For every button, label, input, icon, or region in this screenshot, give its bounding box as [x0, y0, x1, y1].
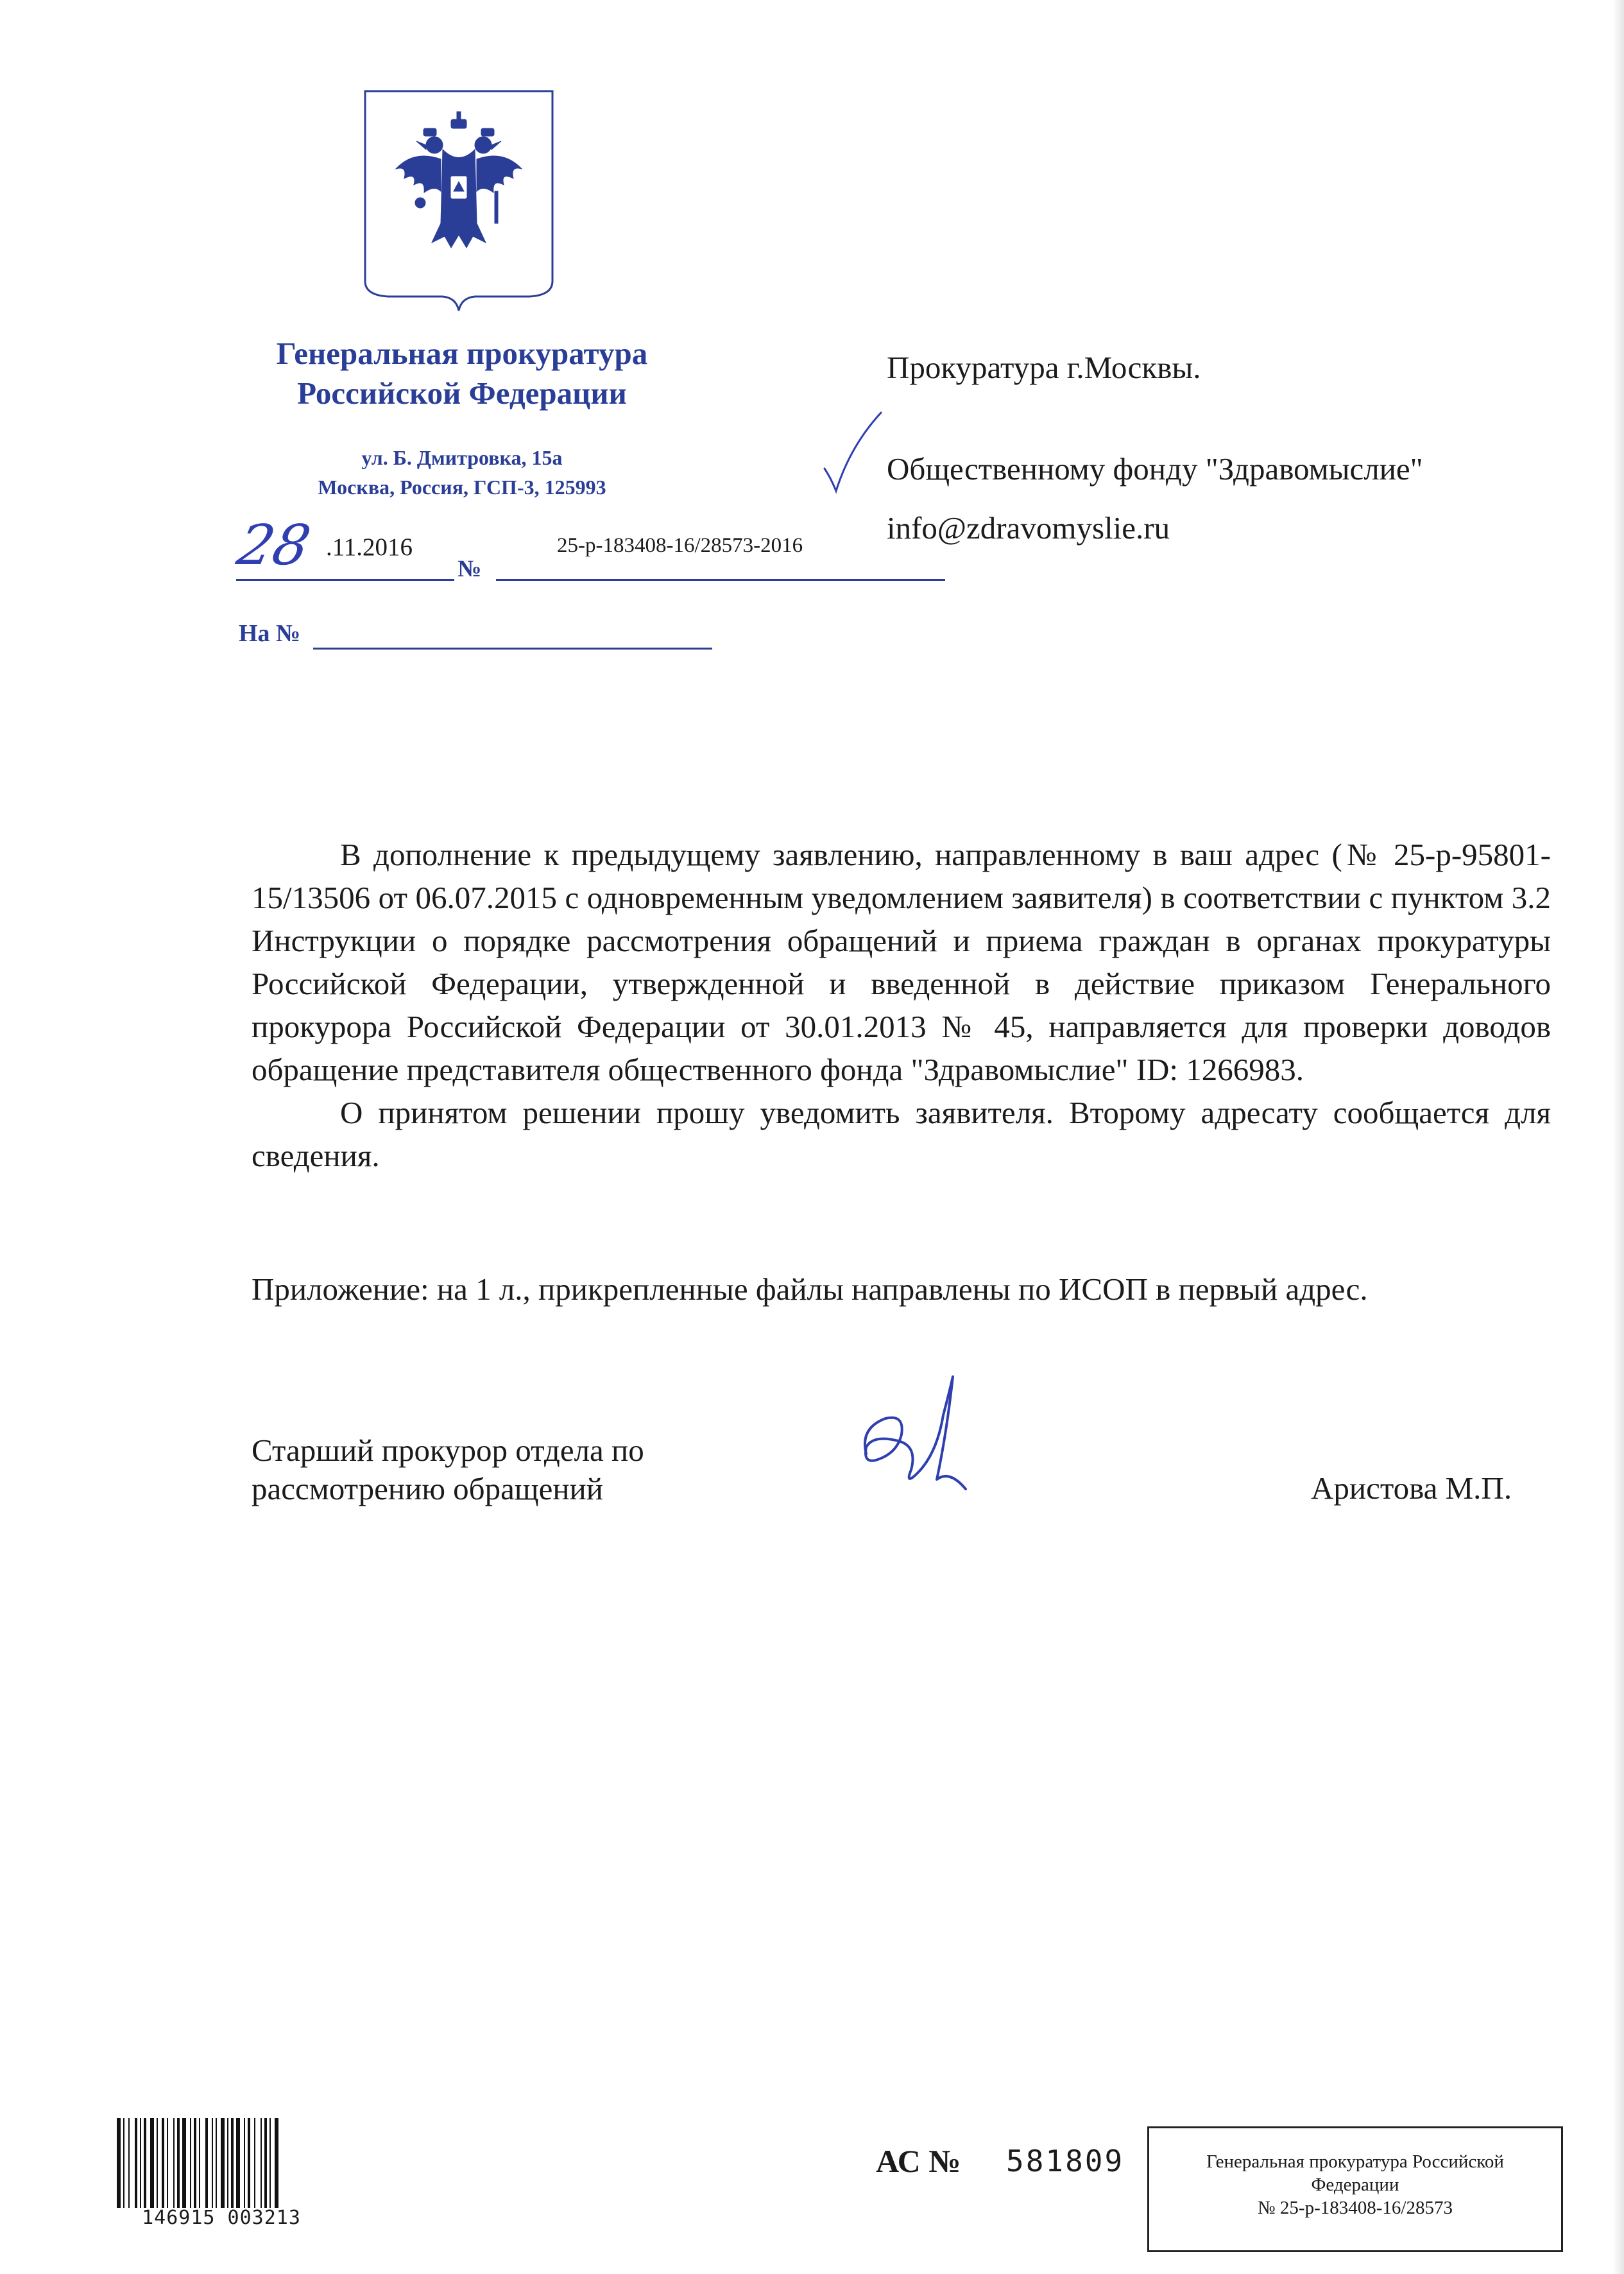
- body-paragraph-1: В дополнение к предыдущему заявлению, направленному в ваш адрес (№ 25-р-95801-15/13506 от 06.07.2015 с одновременным уведомлением заявителя) в соответствии с пунктом 3.2 Инструкции о порядке рассмотрения обращений и приема граждан в органах прокуратуры Российской Федерации, утвержденной и введенной в действие приказом Генерального прокурора Российской Федерации от 30.01.2013 № 45, направляется для проверки доводов обращение представителя общественного фонда "Здравомыслие" ID: 1266983.: [252, 837, 1551, 1087]
- signatory-position-line1: Старший прокурор отдела по: [252, 1433, 644, 1468]
- barcode-bar: [128, 2118, 130, 2208]
- barcode: [115, 2118, 327, 2230]
- sender-name-line1: Генеральная прокуратура: [276, 336, 648, 371]
- checkmark-icon: [812, 408, 889, 497]
- recipient-2: Общественному фонду "Здравомыслие": [887, 451, 1423, 487]
- barcode-bar: [144, 2118, 146, 2208]
- barcode-bar: [199, 2118, 200, 2208]
- signatory-position-line2: рассмотрению обращений: [252, 1471, 603, 1506]
- barcode-bar: [135, 2118, 137, 2208]
- barcode-bar: [261, 2118, 262, 2208]
- barcode-bar: [221, 2118, 225, 2208]
- barcode-bar: [227, 2118, 228, 2208]
- ac-number: 581809: [1006, 2144, 1125, 2178]
- sender-name-line2: Российской Федерации: [297, 375, 627, 411]
- in-reply-underline: [313, 648, 712, 650]
- barcode-digits: 146915 003213: [142, 2207, 301, 2229]
- sender-address: [257, 443, 667, 502]
- barcode-bar: [162, 2118, 164, 2208]
- barcode-bar: [205, 2118, 208, 2208]
- stamp-line2: Федерации: [1311, 2175, 1399, 2195]
- barcode-bar: [123, 2118, 124, 2208]
- sender-name: [218, 334, 706, 413]
- handwritten-signature: [841, 1357, 995, 1512]
- date-underline: [236, 579, 454, 581]
- barcode-bar: [157, 2118, 158, 2208]
- outgoing-number: 25-р-183408-16/28573-2016: [557, 534, 803, 557]
- barcode-bar: [236, 2118, 240, 2208]
- barcode-bar: [167, 2118, 168, 2208]
- barcode-bar: [275, 2118, 278, 2208]
- emblem-frame: [363, 89, 555, 313]
- barcode-bar: [254, 2118, 255, 2208]
- number-underline: [496, 579, 945, 581]
- barcode-bar: [117, 2118, 121, 2208]
- ac-label: АС №: [876, 2143, 961, 2179]
- scan-edge-shadow: [1612, 0, 1624, 2274]
- registration-stamp: [1147, 2126, 1563, 2252]
- stamp-line1: Генеральная прокуратура Российской: [1206, 2151, 1504, 2172]
- signatory-position: [252, 1431, 644, 1508]
- in-reply-row: [236, 619, 724, 658]
- recipient-email: info@zdravomyslie.ru: [887, 510, 1170, 546]
- barcode-bar: [231, 2118, 234, 2208]
- date-month-year: .11.2016: [326, 533, 413, 561]
- barcode-bars: [115, 2118, 327, 2208]
- attachment-note: Приложение: на 1 л., прикрепленные файлы направлены по ИСОП в первый адрес.: [252, 1271, 1368, 1307]
- barcode-bar: [216, 2118, 217, 2208]
- number-label: №: [457, 556, 482, 582]
- body-paragraph-2: О принятом решении прошу уведомить заявителя. Второму адресату сообщается для сведения.: [252, 1095, 1551, 1173]
- barcode-bar: [182, 2118, 186, 2208]
- barcode-bar: [140, 2118, 141, 2208]
- stamp-line3: № 25-р-183408-16/28573: [1258, 2198, 1453, 2218]
- barcode-bar: [177, 2118, 180, 2208]
- outgoing-date-row: [232, 513, 878, 584]
- russian-double-headed-eagle-icon: [396, 112, 522, 248]
- barcode-bar: [194, 2118, 196, 2208]
- recipient-1: Прокуратура г.Москвы.: [887, 350, 1201, 385]
- in-reply-label: На №: [239, 620, 301, 647]
- barcode-bar: [173, 2118, 175, 2208]
- barcode-bar: [150, 2118, 154, 2208]
- barcode-bar: [212, 2118, 213, 2208]
- letter-body: [252, 833, 1551, 1177]
- sender-address-line1: ул. Б. Дмитровка, 15а: [361, 446, 563, 469]
- sender-address-line2: Москва, Россия, ГСП-3, 125993: [318, 476, 606, 499]
- barcode-bar: [248, 2118, 250, 2208]
- signatory-name: Аристова М.П.: [1311, 1470, 1512, 1506]
- barcode-bar: [269, 2118, 271, 2208]
- barcode-bar: [244, 2118, 245, 2208]
- barcode-bar: [264, 2118, 267, 2208]
- barcode-bar: [190, 2118, 191, 2208]
- handwritten-day: 28: [232, 513, 316, 578]
